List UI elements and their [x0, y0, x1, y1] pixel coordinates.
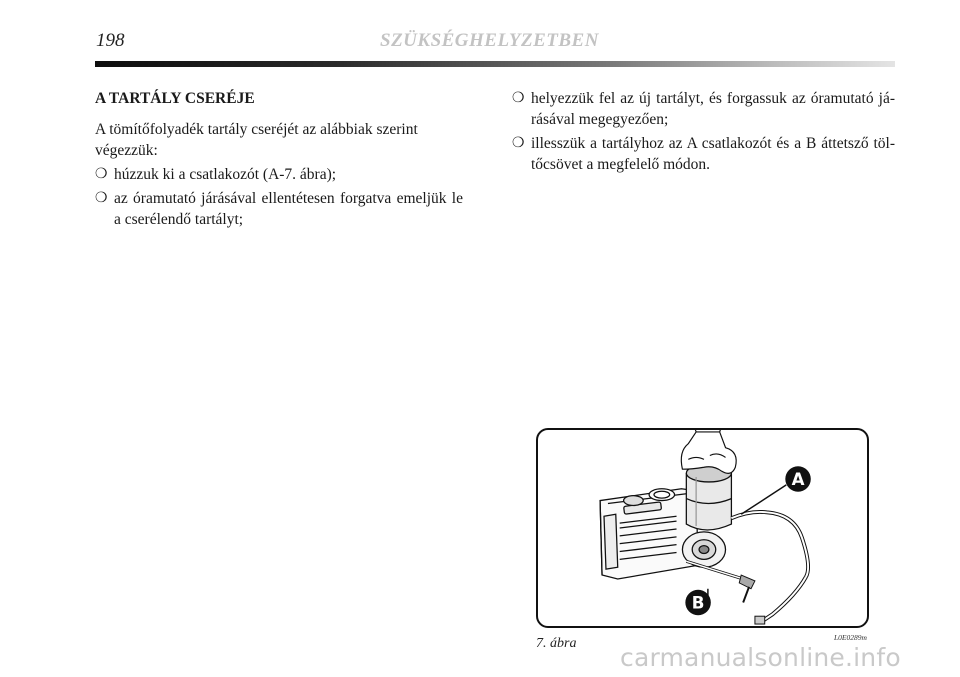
watermark: carmanualsonline.info — [620, 643, 901, 672]
bullet-icon: ❍ — [95, 166, 108, 182]
chapter-title: SZÜKSÉGHELYZETBEN — [380, 30, 599, 51]
hose-a — [731, 512, 808, 624]
sealant-canister — [686, 464, 731, 530]
bullet-icon: ❍ — [512, 90, 525, 106]
right-column — [512, 88, 895, 178]
left-column — [95, 88, 463, 233]
label-a-marker — [741, 466, 811, 514]
list-item — [512, 133, 895, 175]
list-item — [95, 164, 463, 185]
list-item — [95, 188, 463, 230]
list-item-text: illesszük a tartályhoz az A csatlakozót és a B áttetsző töl-tőcsövet a megfelelő módon. — [531, 135, 895, 173]
bullet-icon: ❍ — [512, 135, 525, 151]
list-item-text: az óramutató járásával ellentétesen forgatva emeljük le a cserélendő tartályt; — [114, 190, 463, 228]
figure-illustration — [536, 428, 869, 628]
label-b: B — [691, 593, 705, 613]
figure-caption: 7. ábra — [536, 636, 577, 651]
page-number: 198 — [96, 30, 125, 51]
list-item-text: húzzuk ki a csatlakozót (A-7. ábra); — [114, 166, 337, 183]
list-item — [512, 88, 895, 130]
compressor-illustration — [538, 430, 867, 626]
figure-code: L0E0289m — [834, 633, 867, 642]
compressor-body — [600, 489, 698, 579]
section-heading: A TARTÁLY CSERÉJE — [95, 90, 255, 107]
label-b-marker — [685, 589, 710, 615]
header-rule — [95, 61, 895, 67]
hand-illustration — [681, 430, 736, 473]
label-a: A — [791, 469, 805, 489]
list-item-text: helyezzük fel az új tartályt, és forgassuk az óramutató já-rásával megegyezően; — [531, 90, 895, 128]
intro-text: A tömítőfolyadék tartály cseréjét az alábbiak szerint végezzük: — [95, 121, 418, 159]
bullet-icon: ❍ — [95, 190, 108, 206]
